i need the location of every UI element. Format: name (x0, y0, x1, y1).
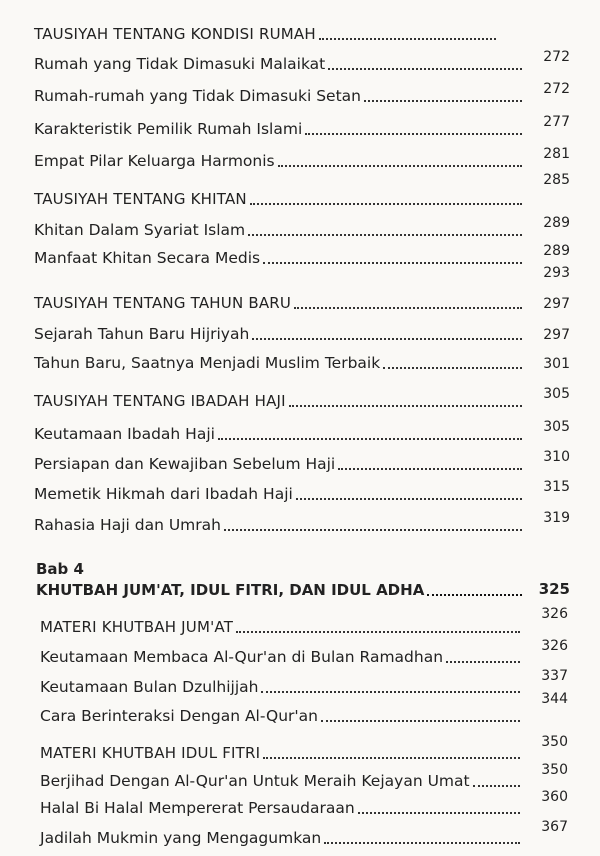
toc-entry[interactable] (34, 145, 570, 171)
toc-entry[interactable] (40, 819, 568, 848)
toc-section-title: TAUSIYAH TENTANG TAHUN BARU (34, 294, 292, 312)
toc-page-number: 305 (543, 386, 570, 402)
toc-page-number: 277 (543, 114, 570, 130)
dot-leader (248, 234, 522, 236)
toc-entry-title: Karakteristik Pemilik Rumah Islami (34, 120, 303, 138)
toc-section-title: TAUSIYAH TENTANG KONDISI RUMAH (34, 25, 316, 43)
toc-page-number: 337 (541, 668, 568, 684)
toc-page-number: 293 (543, 265, 570, 281)
toc-entry[interactable] (34, 242, 570, 268)
dot-leader (261, 691, 520, 693)
toc-page-number: 319 (543, 510, 570, 526)
dot-leader (473, 785, 520, 787)
toc-chapter-title[interactable] (36, 574, 570, 600)
toc-section-kondisi-rumah (34, 18, 544, 44)
toc-section-title: MATERI KHUTBAH IDUL FITRI (40, 744, 261, 762)
dot-leader (364, 100, 522, 102)
dot-leader (218, 438, 522, 440)
toc-page-number: 305 (543, 419, 570, 435)
toc-entry[interactable] (40, 691, 568, 726)
toc-entry[interactable] (34, 80, 570, 106)
toc-section-khutbah-jumat[interactable] (40, 606, 568, 637)
toc-entry-title: Sejarah Tahun Baru Hijriyah (34, 325, 250, 343)
dot-leader (250, 203, 522, 205)
toc-page-number: 326 (541, 606, 568, 622)
dot-leader (358, 812, 520, 814)
toc-page-number: 350 (541, 734, 568, 750)
toc-entry[interactable] (40, 638, 568, 667)
toc-page-number: 297 (543, 296, 570, 312)
dot-leader (338, 468, 522, 470)
toc-page-number: 301 (543, 356, 570, 372)
toc-entry-title: Memetik Hikmah dari Ibadah Haji (34, 485, 293, 503)
toc-page-number: 289 (543, 243, 570, 259)
dot-leader (294, 307, 522, 309)
toc-entry-title: Jadilah Mukmin yang Mengagumkan (40, 829, 322, 847)
dot-leader (224, 529, 522, 531)
dot-leader (305, 133, 522, 135)
toc-entry-title: Khitan Dalam Syariat Islam (34, 221, 246, 239)
chapter-title: KHUTBAH JUM'AT, IDUL FITRI, DAN IDUL ADHA (36, 581, 425, 599)
toc-page-number: 272 (543, 81, 570, 97)
dot-leader (252, 338, 522, 340)
toc-section-title: TAUSIYAH TENTANG IBADAH HAJI (34, 392, 286, 410)
toc-page-number: 315 (543, 479, 570, 495)
dot-leader (324, 842, 520, 844)
chapter-label: Bab 4 (36, 560, 84, 578)
toc-page-number: 360 (541, 789, 568, 805)
toc-entry[interactable] (34, 113, 570, 139)
toc-section-khitan[interactable] (34, 172, 570, 209)
toc-page-number: 325 (538, 580, 570, 598)
toc-page-number: 367 (541, 819, 568, 835)
dot-leader (263, 757, 520, 759)
toc-entry[interactable] (34, 478, 570, 504)
toc-entry[interactable] (40, 668, 568, 697)
toc-entry-title: Empat Pilar Keluarga Harmonis (34, 152, 275, 170)
toc-entry[interactable] (40, 789, 568, 818)
toc-page-number: 281 (543, 146, 570, 162)
toc-entry[interactable] (34, 48, 570, 74)
dot-leader (236, 631, 520, 633)
toc-section-khutbah-idul-fitri[interactable] (40, 734, 568, 763)
toc-page-number: 272 (543, 49, 570, 65)
toc-section-title: TAUSIYAH TENTANG KHITAN (34, 190, 247, 208)
toc-entry-title: Persiapan dan Kewajiban Sebelum Haji (34, 455, 336, 473)
toc-page-number: 350 (541, 762, 568, 778)
toc-entry-title: Keutamaan Bulan Dzulhijjah (40, 678, 259, 696)
dot-leader (321, 720, 520, 722)
toc-page-number: 344 (541, 691, 568, 707)
toc-entry-title: Tahun Baru, Saatnya Menjadi Muslim Terbaik (34, 354, 381, 372)
toc-page-number: 285 (543, 172, 570, 188)
toc-entry-title: Rumah yang Tidak Dimasuki Malaikat (34, 55, 326, 73)
toc-entry[interactable] (34, 418, 570, 444)
dot-leader (263, 262, 522, 264)
dot-leader (446, 661, 520, 663)
toc-page-number: 289 (543, 215, 570, 231)
toc-section-tahun-baru[interactable] (34, 287, 570, 313)
dot-leader (289, 405, 522, 407)
dot-leader (296, 498, 522, 500)
toc-section-ibadah-haji[interactable] (34, 385, 570, 411)
toc-entry[interactable] (34, 509, 570, 535)
toc-entry-title: Keutamaan Ibadah Haji (34, 425, 215, 443)
toc-entry-title: Keutamaan Membaca Al-Qur'an di Bulan Ramadhan (40, 648, 444, 666)
toc-entry-title: Rahasia Haji dan Umrah (34, 516, 221, 534)
toc-section-title: MATERI KHUTBAH JUM'AT (40, 618, 234, 636)
toc-entry-title: Halal Bi Halal Mempererat Persaudaraan (40, 799, 355, 817)
toc-entry[interactable] (34, 347, 570, 373)
toc-page-number: 326 (541, 638, 568, 654)
toc-entry[interactable] (34, 318, 570, 344)
toc-entry[interactable] (34, 448, 570, 474)
dot-leader (328, 68, 522, 70)
toc-entry[interactable] (40, 762, 568, 791)
toc-entry[interactable] (34, 214, 570, 240)
dot-leader (319, 38, 496, 40)
toc-entry-title: Berjihad Dengan Al-Qur'an Untuk Meraih Kejayan Umat (40, 772, 470, 790)
toc-entry-title: Rumah-rumah yang Tidak Dimasuki Setan (34, 87, 361, 105)
dot-leader (427, 594, 522, 596)
dot-leader (383, 367, 522, 369)
toc-entry-title: Cara Berinteraksi Dengan Al-Qur'an (40, 707, 318, 725)
toc-page-number: 297 (543, 327, 570, 343)
toc-entry-title: Manfaat Khitan Secara Medis (34, 249, 261, 267)
dot-leader (278, 165, 522, 167)
toc-page-only (526, 256, 570, 282)
toc-page-number: 310 (543, 449, 570, 465)
